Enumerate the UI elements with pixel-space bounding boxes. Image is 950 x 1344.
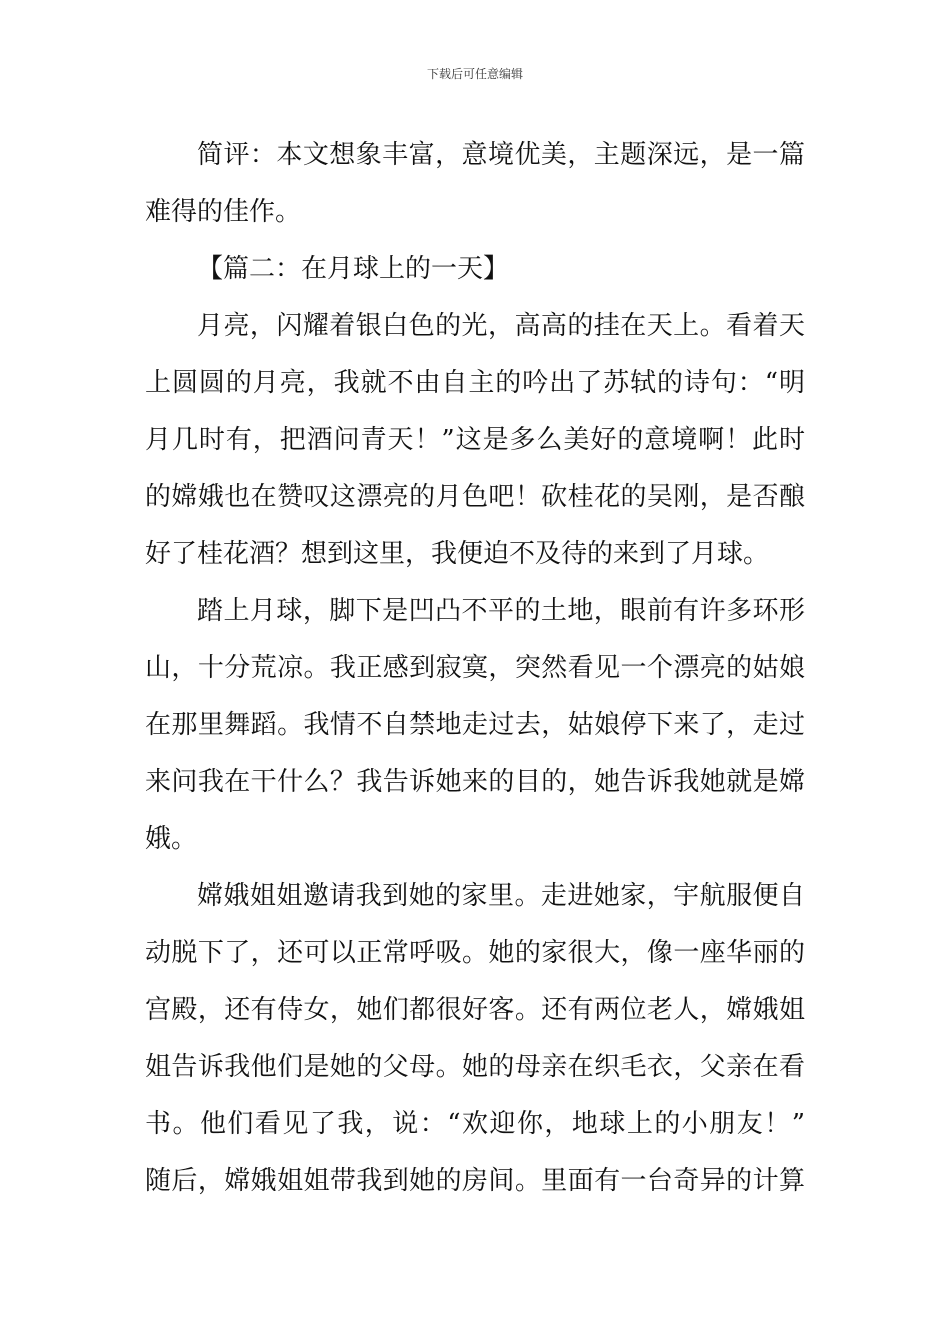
paragraph-line: 简评：本文想象丰富，意境优美，主题深远，是一篇: [197, 140, 805, 170]
paragraph-line: 好了桂花酒？想到这里，我便迫不及待的来到了月球。: [145, 539, 770, 569]
paragraph-line: 来问我在干什么？我告诉她来的目的，她告诉我她就是嫦: [145, 767, 805, 797]
paragraph-line: 随后，嫦娥姐姐带我到她的房间。里面有一台奇异的计算: [145, 1166, 805, 1196]
paragraph-line: 上圆圆的月亮，我就不由自主的吟出了苏轼的诗句：“明: [145, 368, 805, 398]
paragraph-line: 月亮，闪耀着银白色的光，高高的挂在天上。看着天: [197, 311, 805, 341]
paragraph-line: 山，十分荒凉。我正感到寂寞，突然看见一个漂亮的姑娘: [145, 653, 805, 683]
paragraph-line: 踏上月球，脚下是凹凸不平的土地，眼前有许多环形: [197, 596, 805, 626]
paragraph-line: 姐告诉我他们是她的父母。她的母亲在织毛衣，父亲在看: [145, 1052, 805, 1082]
paragraph-line: 月几时有，把酒问青天！”这是多么美好的意境啊！此时: [145, 425, 805, 455]
paragraph-line: 动脱下了，还可以正常呼吸。她的家很大，像一座华丽的: [145, 938, 805, 968]
paragraph-line: 嫦娥姐姐邀请我到她的家里。走进她家，宇航服便自: [197, 881, 805, 911]
paragraph-line: 难得的佳作。: [145, 197, 302, 227]
paragraph-line: 在那里舞蹈。我情不自禁地走过去，姑娘停下来了，走过: [145, 710, 805, 740]
paragraph-line: 的嫦娥也在赞叹这漂亮的月色吧！砍桂花的吴刚，是否酿: [145, 482, 805, 512]
paragraph-line: 娥。: [145, 824, 198, 854]
page-header: 下载后可任意编辑: [426, 67, 523, 81]
article-body: [145, 127, 805, 1210]
paragraph-line: 书。他们看见了我，说：“欢迎你，地球上的小朋友！”: [145, 1109, 805, 1139]
section-heading: 【篇二：在月球上的一天】: [197, 254, 510, 284]
paragraph-line: 宫殿，还有侍女，她们都很好客。还有两位老人，嫦娥姐: [145, 995, 805, 1025]
